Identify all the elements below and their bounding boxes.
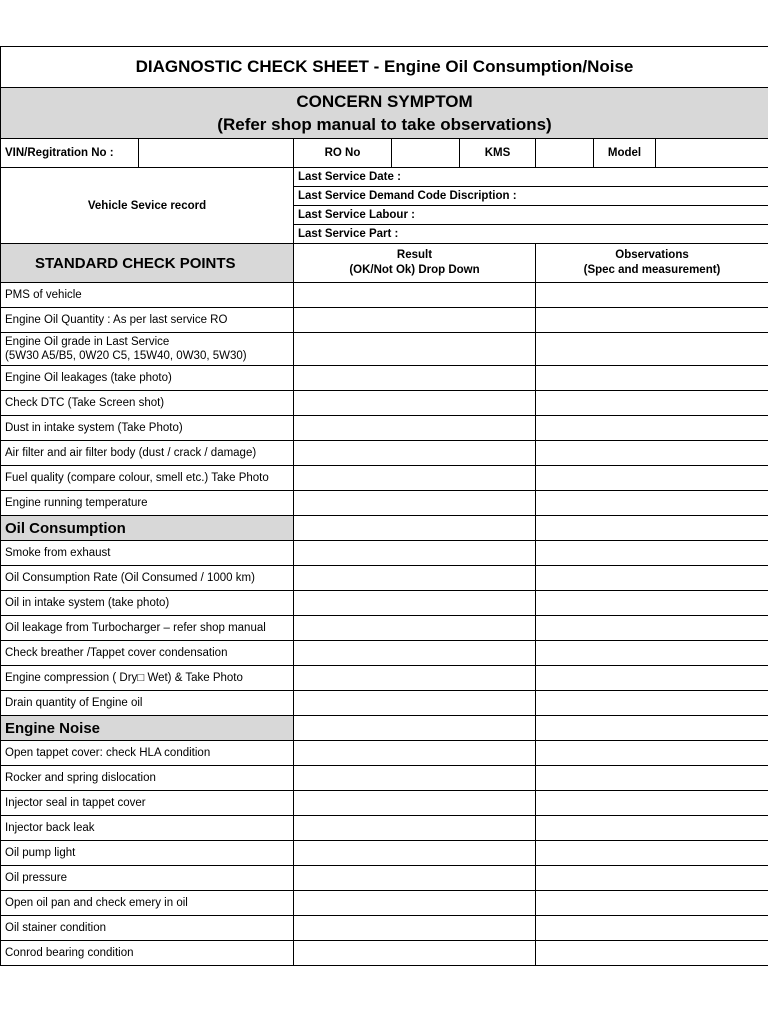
check-item: Oil in intake system (take photo) <box>1 591 294 616</box>
check-item: Drain quantity of Engine oil <box>1 691 294 716</box>
observation-cell[interactable] <box>536 616 768 641</box>
observation-cell[interactable] <box>536 308 768 333</box>
check-sheet <box>0 46 768 966</box>
result-header-line2: (OK/Not Ok) Drop Down <box>349 264 480 276</box>
check-item: Smoke from exhaust <box>1 541 294 566</box>
result-cell[interactable] <box>294 616 536 641</box>
check-item: Oil pump light <box>1 841 294 866</box>
observation-cell[interactable] <box>536 866 768 891</box>
result-cell[interactable] <box>294 466 536 491</box>
result-cell[interactable] <box>294 491 536 516</box>
result-cell[interactable] <box>294 366 536 391</box>
result-cell[interactable] <box>294 308 536 333</box>
check-item: Fuel quality (compare colour, smell etc.) Take Photo <box>1 466 294 491</box>
observation-cell[interactable] <box>536 591 768 616</box>
model-label: Model <box>594 139 656 168</box>
observations-header-line1: Observations <box>615 249 689 261</box>
observation-cell[interactable] <box>536 741 768 766</box>
vehicle-service-record-label: Vehicle Sevice record <box>1 168 294 244</box>
result-cell[interactable] <box>294 791 536 816</box>
last-service-date[interactable]: Last Service Date : <box>294 168 768 187</box>
oil-grade-label: Engine Oil grade in Last Service <box>5 336 170 348</box>
observation-cell[interactable] <box>536 666 768 691</box>
result-cell[interactable] <box>294 941 536 966</box>
observation-cell[interactable] <box>536 391 768 416</box>
observation-cell[interactable] <box>536 791 768 816</box>
observation-cell[interactable] <box>536 691 768 716</box>
result-cell[interactable] <box>294 441 536 466</box>
last-service-part[interactable]: Last Service Part : <box>294 225 768 244</box>
observation-cell <box>536 716 768 741</box>
check-item: Check DTC (Take Screen shot) <box>1 391 294 416</box>
result-cell[interactable] <box>294 283 536 308</box>
oil-consumption-section-header: Oil Consumption <box>1 516 294 541</box>
observation-cell[interactable] <box>536 641 768 666</box>
check-item: Open tappet cover: check HLA condition <box>1 741 294 766</box>
check-item: Oil pressure <box>1 866 294 891</box>
ro-label: RO No <box>294 139 392 168</box>
check-sheet-table <box>0 46 768 966</box>
model-field[interactable] <box>656 139 768 168</box>
result-cell <box>294 716 536 741</box>
check-item: Engine Oil Quantity : As per last service RO <box>1 308 294 333</box>
result-cell[interactable] <box>294 541 536 566</box>
last-service-demand-code[interactable]: Last Service Demand Code Discription : <box>294 187 768 206</box>
result-cell[interactable] <box>294 691 536 716</box>
vin-label: VIN/Regitration No : <box>1 139 139 168</box>
check-item: Conrod bearing condition <box>1 941 294 966</box>
last-service-labour[interactable]: Last Service Labour : <box>294 206 768 225</box>
observation-cell[interactable] <box>536 816 768 841</box>
result-cell[interactable] <box>294 333 536 366</box>
result-cell[interactable] <box>294 816 536 841</box>
concern-subtitle: (Refer shop manual to take observations) <box>217 115 552 134</box>
observation-cell[interactable] <box>536 841 768 866</box>
kms-field[interactable] <box>536 139 594 168</box>
check-item: Engine compression ( Dry□ Wet) & Take Photo <box>1 666 294 691</box>
observation-cell[interactable] <box>536 333 768 366</box>
concern-symptom-header <box>1 88 768 139</box>
observation-cell <box>536 516 768 541</box>
result-cell[interactable] <box>294 916 536 941</box>
engine-noise-section-header: Engine Noise <box>1 716 294 741</box>
check-item: Check breather /Tappet cover condensation <box>1 641 294 666</box>
sheet-title: DIAGNOSTIC CHECK SHEET - Engine Oil Consumption/Noise <box>1 47 768 88</box>
check-item: Air filter and air filter body (dust / crack / damage) <box>1 441 294 466</box>
result-cell[interactable] <box>294 416 536 441</box>
observation-cell[interactable] <box>536 283 768 308</box>
result-cell[interactable] <box>294 391 536 416</box>
check-item: Oil stainer condition <box>1 916 294 941</box>
check-item: Engine Oil leakages (take photo) <box>1 366 294 391</box>
observation-cell[interactable] <box>536 566 768 591</box>
observation-cell[interactable] <box>536 366 768 391</box>
check-item: Rocker and spring dislocation <box>1 766 294 791</box>
kms-label: KMS <box>460 139 536 168</box>
ro-field[interactable] <box>392 139 460 168</box>
result-cell[interactable] <box>294 891 536 916</box>
check-item: Oil Consumption Rate (Oil Consumed / 1000 km) <box>1 566 294 591</box>
check-item: Engine running temperature <box>1 491 294 516</box>
observation-cell[interactable] <box>536 941 768 966</box>
observations-header-line2: (Spec and measurement) <box>583 264 721 276</box>
check-item: Injector back leak <box>1 816 294 841</box>
concern-title: CONCERN SYMPTOM <box>296 92 473 111</box>
result-cell[interactable] <box>294 866 536 891</box>
result-cell <box>294 516 536 541</box>
result-cell[interactable] <box>294 566 536 591</box>
result-cell[interactable] <box>294 766 536 791</box>
observation-cell[interactable] <box>536 466 768 491</box>
result-cell[interactable] <box>294 741 536 766</box>
check-item-oil-grade <box>1 333 294 366</box>
result-header-line1: Result <box>396 249 433 261</box>
result-cell[interactable] <box>294 641 536 666</box>
check-item: PMS of vehicle <box>1 283 294 308</box>
oil-grade-options: (5W30 A5/B5, 0W20 C5, 15W40, 0W30, 5W30) <box>5 350 247 362</box>
vin-field[interactable] <box>139 139 294 168</box>
observation-cell[interactable] <box>536 891 768 916</box>
observation-cell[interactable] <box>536 766 768 791</box>
result-cell[interactable] <box>294 666 536 691</box>
check-item: Injector seal in tappet cover <box>1 791 294 816</box>
check-item: Oil leakage from Turbocharger – refer shop manual <box>1 616 294 641</box>
check-item: Dust in intake system (Take Photo) <box>1 416 294 441</box>
check-item: Open oil pan and check emery in oil <box>1 891 294 916</box>
observation-cell[interactable] <box>536 916 768 941</box>
result-cell[interactable] <box>294 591 536 616</box>
observation-cell[interactable] <box>536 416 768 441</box>
standard-check-points-header: STANDARD CHECK POINTS <box>1 244 294 283</box>
observations-column-header <box>536 244 768 283</box>
result-column-header <box>294 244 536 283</box>
observation-cell[interactable] <box>536 441 768 466</box>
observation-cell[interactable] <box>536 541 768 566</box>
observation-cell[interactable] <box>536 491 768 516</box>
result-cell[interactable] <box>294 841 536 866</box>
